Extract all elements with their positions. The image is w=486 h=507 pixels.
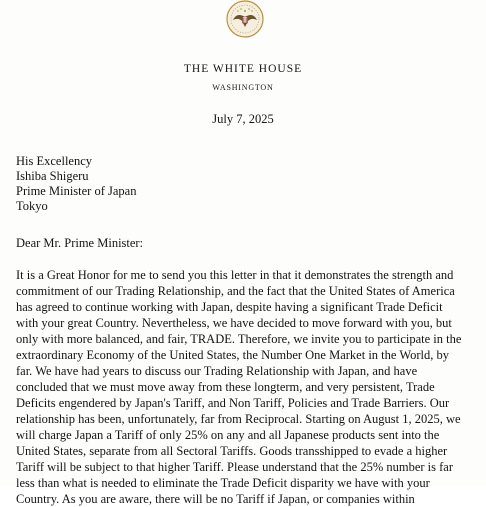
body-line: concluded that we must move away from these longterm, and very persistent, Trade [16,380,435,394]
body-line: has agreed to continue working with Japan, despite having a significant Trade Deficit [16,300,443,314]
recipient-line: Prime Minister of Japan [16,184,137,198]
body-line: Deficits engendered by Japan's Tariff, and Non Tariff, Policies and Trade Barriers. Our [16,396,450,410]
body-line: relationship has been, unfortunately, far from Reciprocal. Starting on August 1, 2025, we [16,412,461,426]
body-line: Country. As you are aware, there will be no Tariff if Japan, or companies within [16,492,415,506]
letterhead-city: WASHINGTON [212,83,274,92]
body-line: Tariff will be subject to that higher Tariff. Please understand that the 25% number is far [16,460,454,474]
letter-date: July 7, 2025 [212,112,274,126]
body-line: extraordinary Economy of the United States, the Number One Market in the World, by [16,348,450,362]
body-line: It is a Great Honor for me to send you this letter in that it demonstrates the strength and [16,268,454,282]
body-line: United States, separate from all Sectoral Tariffs. Goods transshipped to evade a higher [16,444,448,458]
salutation: Dear Mr. Prime Minister: [16,236,144,250]
letterhead-title: THE WHITE HOUSE [183,63,303,75]
body-line: with your great Country. Nevertheless, we have decided to move forward with you, but [16,316,452,330]
body-line: commitment of our Trading Relationship, and the fact that the United States of America [16,284,455,298]
presidential-seal-icon [224,0,266,40]
body-line: less than what is needed to eliminate the Trade Deficit disparity we have with your [16,476,430,490]
recipient-line: Tokyo [16,199,48,213]
body-line: only with more balanced, and fair, TRADE. Therefore, we invite you to participate in the [16,332,462,346]
recipient-line: Ishiba Shigeru [16,169,89,183]
body-line: will charge Japan a Tariff of only 25% on any and all Japanese products sent into the [16,428,440,442]
recipient-line: His Excellency [16,154,93,168]
body-line: far. We have had years to discuss our Trading Relationship with Japan, and have [16,364,418,378]
